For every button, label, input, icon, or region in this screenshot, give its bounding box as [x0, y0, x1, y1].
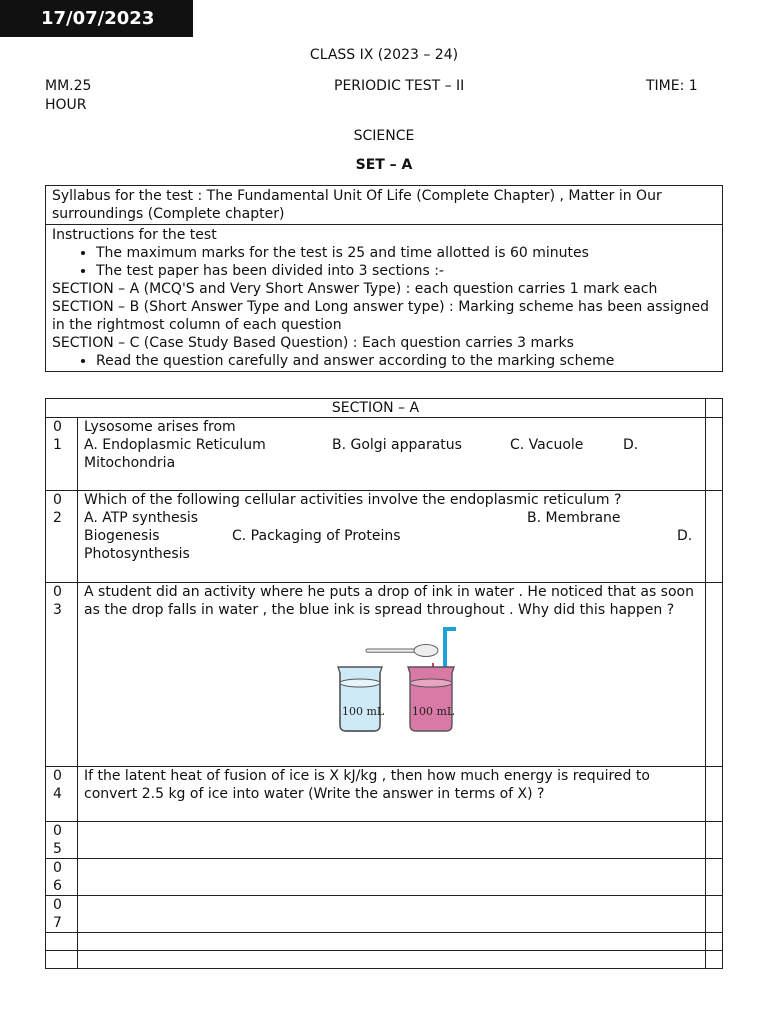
question-content: [78, 822, 706, 859]
section-title: SECTION – A: [46, 399, 706, 418]
marks-cell: [706, 859, 723, 896]
question-row: [46, 933, 723, 951]
section-title-row: [46, 399, 723, 418]
marks-cell: [706, 951, 723, 969]
test-name: PERIODIC TEST – II: [334, 78, 465, 94]
option-d-continued: Photosynthesis: [84, 546, 190, 562]
section-a-desc: SECTION – A (MCQ'S and Very Short Answer Type) : each question carries 1 mark each: [52, 281, 658, 297]
option-a: A. Endoplasmic Reticulum: [84, 437, 266, 453]
option-d-continued: Mitochondria: [84, 455, 176, 471]
question-row: [46, 859, 723, 896]
option-d: D.: [677, 528, 693, 544]
subject: SCIENCE: [353, 128, 415, 144]
beaker-left-label: 100 mL: [342, 705, 385, 718]
exam-date: 17/07/2023: [41, 8, 155, 29]
time-continuation: HOUR: [45, 97, 87, 113]
marks-cell: [706, 583, 723, 767]
question-row: [46, 822, 723, 859]
marks-cell: [706, 491, 723, 583]
question-text: If the latent heat of fusion of ice is X kJ/kg , then how much energy is required to convert 2.5 kg of ice into water (Write the answer in terms of X) ?: [78, 767, 706, 822]
question-row: [46, 951, 723, 969]
question-content: [78, 896, 706, 933]
instruction-bullet: • The maximum marks for the test is 25 and time allotted is 60 minutes: [96, 244, 716, 262]
instruction-bullet: • Read the question carefully and answer according to the marking scheme: [96, 352, 716, 370]
question-number: 0 6: [46, 859, 78, 896]
instructions-title: Instructions for the test: [52, 227, 217, 243]
question-content: [78, 951, 706, 969]
question-content: [78, 418, 706, 491]
question-number: 0 3: [46, 583, 78, 767]
question-number: 0 1: [46, 418, 78, 491]
class-line: CLASS IX (2023 – 24): [309, 47, 459, 63]
option-b: B. Golgi apparatus: [332, 437, 462, 453]
question-content: [78, 583, 706, 767]
marks-cell: [706, 933, 723, 951]
beaker-right: [408, 667, 455, 731]
marks-cell: [706, 822, 723, 859]
question-number: 0 5: [46, 822, 78, 859]
instructions-table: [45, 185, 723, 372]
syllabus-text: Syllabus for the test : The Fundamental Unit Of Life (Complete Chapter) , Matter in Our surroundings (Complete chapter): [46, 186, 723, 225]
instructions-row: [46, 225, 723, 372]
question-row: [46, 896, 723, 933]
question-text: Lysosome arises from: [84, 419, 236, 435]
instructions-list: [52, 244, 716, 280]
question-row: [46, 767, 723, 822]
question-row: [46, 491, 723, 583]
beaker-figure: [84, 619, 699, 749]
option-d: D.: [623, 437, 639, 453]
question-content: [78, 933, 706, 951]
marks-cell: [706, 896, 723, 933]
question-number: [46, 933, 78, 951]
max-marks: MM.25: [45, 78, 92, 94]
option-c: C. Vacuole: [510, 437, 584, 453]
question-number: 0 2: [46, 491, 78, 583]
marks-cell: [706, 418, 723, 491]
instruction-bullet: • The test paper has been divided into 3 sections :-: [96, 262, 716, 280]
question-text: Which of the following cellular activities involve the endoplasmic reticulum ?: [84, 492, 622, 508]
syllabus-row: [46, 186, 723, 225]
question-number: 0 7: [46, 896, 78, 933]
question-row: [46, 418, 723, 491]
question-number: 0 4: [46, 767, 78, 822]
option-c: C. Packaging of Proteins: [232, 528, 401, 544]
question-content: [78, 859, 706, 896]
section-b-desc: SECTION – B (Short Answer Type and Long answer type) : Marking scheme has been assigned in the rightmost column of each question: [52, 299, 709, 333]
set-label: SET – A: [355, 157, 413, 173]
question-content: [78, 491, 706, 583]
marks-cell: [706, 399, 723, 418]
beaker-right-label: 100 mL: [412, 705, 455, 718]
question-number: [46, 951, 78, 969]
time-label: TIME: 1: [646, 78, 698, 94]
option-b-continued: Biogenesis: [84, 528, 160, 544]
option-b: B. Membrane: [527, 510, 621, 526]
option-a: A. ATP synthesis: [84, 510, 199, 526]
marks-cell: [706, 767, 723, 822]
section-c-desc: SECTION – C (Case Study Based Question) : Each question carries 3 marks: [52, 335, 574, 351]
question-row: [46, 583, 723, 767]
spoon-icon: [366, 645, 438, 657]
beaker-illustration: [328, 619, 528, 749]
beaker-left: [338, 667, 385, 731]
question-text: A student did an activity where he puts a drop of ink in water . He noticed that as soon as the drop falls in water , the blue ink is spread throughout . Why did this happen ?: [84, 584, 694, 618]
section-a-table: [45, 398, 723, 969]
date-banner: [0, 0, 193, 37]
